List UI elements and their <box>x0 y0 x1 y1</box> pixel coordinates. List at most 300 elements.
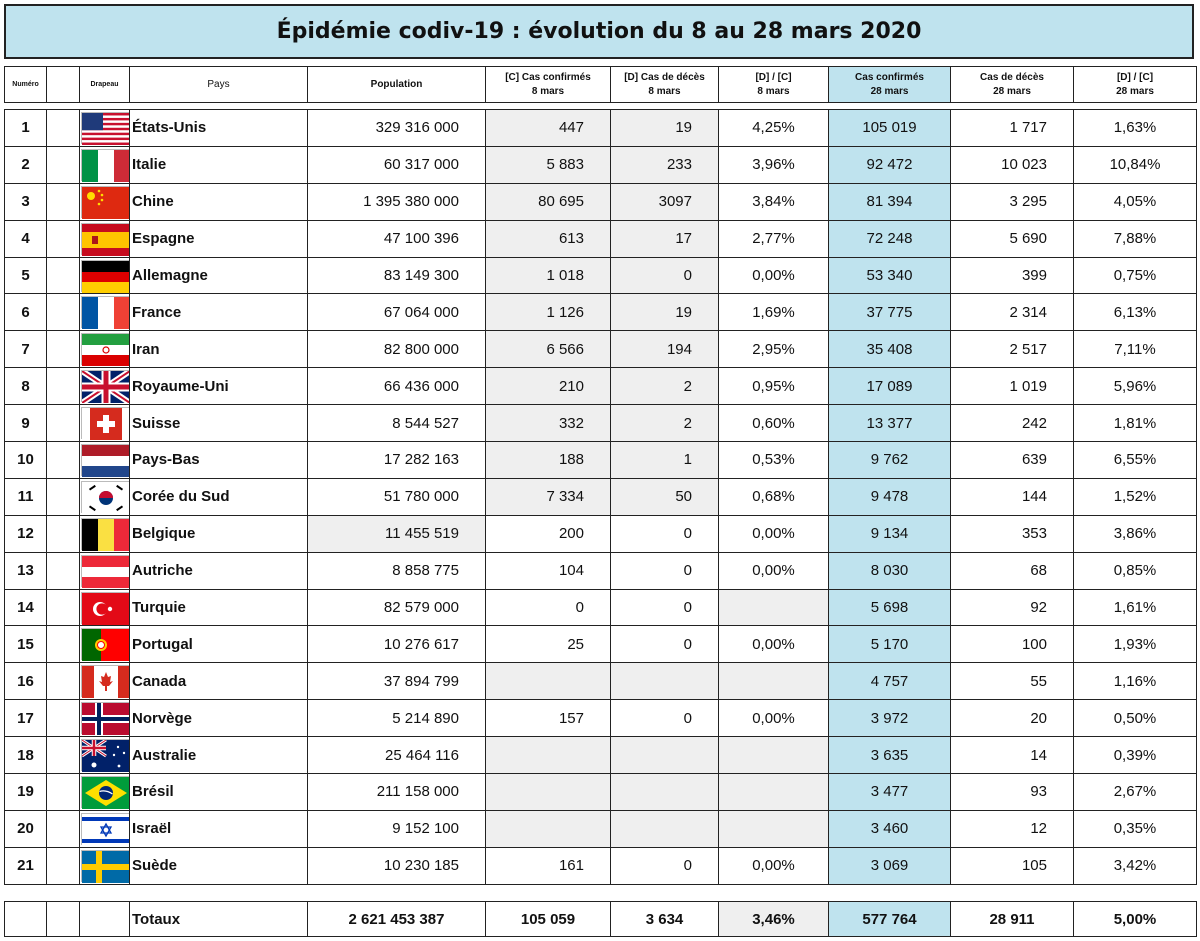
row-empty <box>47 515 80 552</box>
confirmed-8-value: 0 <box>486 589 611 626</box>
table-row <box>5 368 1197 405</box>
flag-cell <box>80 700 130 737</box>
confirmed-28-value: 53 340 <box>829 257 951 294</box>
deaths-28-value: 55 <box>951 663 1074 700</box>
ratio-28-value: 0,50% <box>1074 700 1197 737</box>
header-drapeau: Drapeau <box>80 67 130 103</box>
ratio-28-value: 3,86% <box>1074 515 1197 552</box>
confirmed-8-value: 200 <box>486 515 611 552</box>
header-population: Population <box>308 67 486 103</box>
deaths-28-value: 144 <box>951 478 1074 515</box>
ratio-28-value: 1,52% <box>1074 478 1197 515</box>
header-pays: Pays <box>130 67 308 103</box>
australia-flag <box>81 739 129 771</box>
header-deaths-8: [D] Cas de décès 8 mars <box>611 67 719 103</box>
norway-flag <box>81 702 129 734</box>
ratio-28-value: 3,42% <box>1074 847 1197 884</box>
row-empty <box>47 110 80 147</box>
flag-cell <box>80 589 130 626</box>
ratio-28-value: 1,93% <box>1074 626 1197 663</box>
flag-cell <box>80 515 130 552</box>
header-ratio-8: [D] / [C] 8 mars <box>719 67 829 103</box>
population-value: 1 395 380 000 <box>308 183 486 220</box>
table-row <box>5 626 1197 663</box>
row-empty <box>47 257 80 294</box>
table-row <box>5 478 1197 515</box>
flag-cell <box>80 810 130 847</box>
brazil-flag <box>81 776 129 808</box>
country-name: Suisse <box>130 405 308 442</box>
row-number: 5 <box>5 257 47 294</box>
row-number: 8 <box>5 368 47 405</box>
country-name: Portugal <box>130 626 308 663</box>
table-row <box>5 663 1197 700</box>
row-number: 3 <box>5 183 47 220</box>
row-empty <box>47 626 80 663</box>
country-name: États-Unis <box>130 110 308 147</box>
deaths-28-value: 1 717 <box>951 110 1074 147</box>
row-empty <box>47 405 80 442</box>
deaths-28-value: 92 <box>951 589 1074 626</box>
canada-flag <box>81 665 129 697</box>
country-name: Canada <box>130 663 308 700</box>
row-number: 11 <box>5 478 47 515</box>
south-korea-flag <box>81 481 129 513</box>
row-empty <box>47 442 80 479</box>
totals-deaths-28: 28 911 <box>951 902 1074 937</box>
flag-cell <box>80 405 130 442</box>
table-row <box>5 331 1197 368</box>
deaths-8-value: 0 <box>611 700 719 737</box>
row-empty <box>47 589 80 626</box>
confirmed-28-value: 8 030 <box>829 552 951 589</box>
row-empty <box>47 810 80 847</box>
table-row <box>5 515 1197 552</box>
flag-cell <box>80 847 130 884</box>
table-row <box>5 183 1197 220</box>
totals-population: 2 621 453 387 <box>308 902 486 937</box>
population-value: 51 780 000 <box>308 478 486 515</box>
deaths-28-value: 20 <box>951 700 1074 737</box>
deaths-8-value: 0 <box>611 257 719 294</box>
ratio-8-value: 4,25% <box>719 110 829 147</box>
confirmed-8-value: 7 334 <box>486 478 611 515</box>
spain-flag <box>81 223 129 255</box>
country-table <box>4 109 1197 885</box>
flag-cell <box>80 294 130 331</box>
flag-cell <box>80 442 130 479</box>
ratio-8-value: 0,00% <box>719 700 829 737</box>
confirmed-28-value: 37 775 <box>829 294 951 331</box>
china-flag <box>81 186 129 218</box>
deaths-8-value: 0 <box>611 515 719 552</box>
population-value: 82 579 000 <box>308 589 486 626</box>
flag-cell <box>80 257 130 294</box>
confirmed-8-value <box>486 774 611 811</box>
confirmed-8-value: 210 <box>486 368 611 405</box>
ratio-28-value: 1,61% <box>1074 589 1197 626</box>
totals-label: Totaux <box>130 902 308 937</box>
row-number: 13 <box>5 552 47 589</box>
deaths-28-value: 399 <box>951 257 1074 294</box>
row-number: 17 <box>5 700 47 737</box>
row-empty <box>47 294 80 331</box>
deaths-28-value: 93 <box>951 774 1074 811</box>
sweden-flag <box>81 850 129 882</box>
country-name: Chine <box>130 183 308 220</box>
table-row <box>5 294 1197 331</box>
row-number: 14 <box>5 589 47 626</box>
deaths-8-value: 3097 <box>611 183 719 220</box>
population-value: 83 149 300 <box>308 257 486 294</box>
ratio-28-value: 5,96% <box>1074 368 1197 405</box>
belgium-flag <box>81 518 129 550</box>
totals-empty <box>47 902 80 937</box>
row-empty <box>47 700 80 737</box>
totals-ratio-8: 3,46% <box>719 902 829 937</box>
totals-empty <box>5 902 47 937</box>
ratio-28-value: 0,39% <box>1074 737 1197 774</box>
confirmed-8-value: 161 <box>486 847 611 884</box>
ratio-8-value <box>719 663 829 700</box>
deaths-8-value: 0 <box>611 589 719 626</box>
table-row <box>5 146 1197 183</box>
confirmed-8-value <box>486 810 611 847</box>
confirmed-8-value <box>486 663 611 700</box>
header-ratio-28: [D] / [C] 28 mars <box>1074 67 1197 103</box>
deaths-28-value: 10 023 <box>951 146 1074 183</box>
row-number: 9 <box>5 405 47 442</box>
population-value: 82 800 000 <box>308 331 486 368</box>
table-row <box>5 589 1197 626</box>
confirmed-28-value: 3 635 <box>829 737 951 774</box>
confirmed-8-value: 447 <box>486 110 611 147</box>
totals-ratio-28: 5,00% <box>1074 902 1197 937</box>
totals-table <box>4 901 1197 937</box>
population-value: 10 276 617 <box>308 626 486 663</box>
confirmed-28-value: 9 762 <box>829 442 951 479</box>
table-row <box>5 737 1197 774</box>
row-empty <box>47 146 80 183</box>
confirmed-28-value: 92 472 <box>829 146 951 183</box>
row-number: 7 <box>5 331 47 368</box>
austria-flag <box>81 555 129 587</box>
flag-cell <box>80 183 130 220</box>
us-flag <box>81 112 129 144</box>
flag-cell <box>80 331 130 368</box>
ratio-8-value: 1,69% <box>719 294 829 331</box>
ratio-28-value: 7,88% <box>1074 220 1197 257</box>
country-name: Australie <box>130 737 308 774</box>
turkey-flag <box>81 592 129 624</box>
deaths-8-value <box>611 663 719 700</box>
header-deaths-28: Cas de décès 28 mars <box>951 67 1074 103</box>
row-empty <box>47 552 80 589</box>
deaths-8-value: 233 <box>611 146 719 183</box>
row-number: 2 <box>5 146 47 183</box>
deaths-8-value: 2 <box>611 405 719 442</box>
table-row <box>5 552 1197 589</box>
confirmed-28-value: 81 394 <box>829 183 951 220</box>
confirmed-28-value: 3 477 <box>829 774 951 811</box>
deaths-28-value: 2 314 <box>951 294 1074 331</box>
confirmed-28-value: 4 757 <box>829 663 951 700</box>
deaths-8-value <box>611 810 719 847</box>
confirmed-28-value: 3 460 <box>829 810 951 847</box>
ratio-8-value: 0,95% <box>719 368 829 405</box>
totals-deaths-8: 3 634 <box>611 902 719 937</box>
ratio-28-value: 0,85% <box>1074 552 1197 589</box>
confirmed-28-value: 13 377 <box>829 405 951 442</box>
country-name: Suède <box>130 847 308 884</box>
population-value: 25 464 116 <box>308 737 486 774</box>
deaths-8-value: 0 <box>611 847 719 884</box>
country-name: Autriche <box>130 552 308 589</box>
ratio-8-value: 0,53% <box>719 442 829 479</box>
confirmed-28-value: 3 069 <box>829 847 951 884</box>
deaths-28-value: 2 517 <box>951 331 1074 368</box>
ratio-28-value: 6,13% <box>1074 294 1197 331</box>
population-value: 211 158 000 <box>308 774 486 811</box>
row-number: 10 <box>5 442 47 479</box>
table-row <box>5 257 1197 294</box>
portugal-flag <box>81 628 129 660</box>
confirmed-28-value: 105 019 <box>829 110 951 147</box>
table-row <box>5 810 1197 847</box>
population-value: 11 455 519 <box>308 515 486 552</box>
population-value: 37 894 799 <box>308 663 486 700</box>
country-name: Brésil <box>130 774 308 811</box>
deaths-8-value: 50 <box>611 478 719 515</box>
confirmed-28-value: 3 972 <box>829 700 951 737</box>
italy-flag <box>81 149 129 181</box>
country-name: France <box>130 294 308 331</box>
ratio-8-value <box>719 810 829 847</box>
deaths-8-value: 0 <box>611 626 719 663</box>
deaths-8-value: 17 <box>611 220 719 257</box>
country-name: Royaume-Uni <box>130 368 308 405</box>
confirmed-8-value: 332 <box>486 405 611 442</box>
row-number: 19 <box>5 774 47 811</box>
row-empty <box>47 220 80 257</box>
row-number: 18 <box>5 737 47 774</box>
deaths-28-value: 639 <box>951 442 1074 479</box>
confirmed-28-value: 9 478 <box>829 478 951 515</box>
ratio-8-value <box>719 589 829 626</box>
row-empty <box>47 847 80 884</box>
row-empty <box>47 663 80 700</box>
ratio-8-value: 2,77% <box>719 220 829 257</box>
confirmed-8-value: 613 <box>486 220 611 257</box>
ratio-8-value: 0,00% <box>719 257 829 294</box>
deaths-8-value <box>611 737 719 774</box>
confirmed-8-value: 1 126 <box>486 294 611 331</box>
confirmed-8-value <box>486 737 611 774</box>
country-name: Allemagne <box>130 257 308 294</box>
ratio-8-value: 0,60% <box>719 405 829 442</box>
population-value: 329 316 000 <box>308 110 486 147</box>
ratio-8-value: 0,00% <box>719 626 829 663</box>
row-number: 4 <box>5 220 47 257</box>
confirmed-28-value: 5 170 <box>829 626 951 663</box>
deaths-28-value: 5 690 <box>951 220 1074 257</box>
deaths-28-value: 3 295 <box>951 183 1074 220</box>
iran-flag <box>81 333 129 365</box>
flag-cell <box>80 663 130 700</box>
deaths-28-value: 353 <box>951 515 1074 552</box>
totals-confirmed-8: 105 059 <box>486 902 611 937</box>
country-name: Turquie <box>130 589 308 626</box>
flag-cell <box>80 737 130 774</box>
row-empty <box>47 331 80 368</box>
population-value: 66 436 000 <box>308 368 486 405</box>
row-number: 6 <box>5 294 47 331</box>
confirmed-8-value: 6 566 <box>486 331 611 368</box>
table-header <box>4 66 1197 103</box>
deaths-28-value: 1 019 <box>951 368 1074 405</box>
population-value: 17 282 163 <box>308 442 486 479</box>
ratio-8-value <box>719 737 829 774</box>
ratio-28-value: 0,75% <box>1074 257 1197 294</box>
row-empty <box>47 368 80 405</box>
population-value: 8 858 775 <box>308 552 486 589</box>
ratio-8-value: 2,95% <box>719 331 829 368</box>
deaths-28-value: 105 <box>951 847 1074 884</box>
ratio-8-value: 3,96% <box>719 146 829 183</box>
deaths-28-value: 12 <box>951 810 1074 847</box>
population-value: 10 230 185 <box>308 847 486 884</box>
population-value: 8 544 527 <box>308 405 486 442</box>
israel-flag <box>81 813 129 845</box>
table-row <box>5 700 1197 737</box>
header-confirmed-8: [C] Cas confirmés 8 mars <box>486 67 611 103</box>
country-name: Israël <box>130 810 308 847</box>
country-name: Pays-Bas <box>130 442 308 479</box>
country-name: Iran <box>130 331 308 368</box>
confirmed-28-value: 17 089 <box>829 368 951 405</box>
totals-confirmed-28: 577 764 <box>829 902 951 937</box>
row-number: 1 <box>5 110 47 147</box>
row-number: 15 <box>5 626 47 663</box>
totals-row <box>5 902 1197 937</box>
flag-cell <box>80 368 130 405</box>
confirmed-8-value: 5 883 <box>486 146 611 183</box>
switzerland-flag <box>81 407 129 439</box>
country-name: Espagne <box>130 220 308 257</box>
header-empty <box>47 67 80 103</box>
header-numero: Numéro <box>5 67 47 103</box>
population-value: 5 214 890 <box>308 700 486 737</box>
confirmed-8-value: 188 <box>486 442 611 479</box>
deaths-28-value: 242 <box>951 405 1074 442</box>
confirmed-28-value: 35 408 <box>829 331 951 368</box>
ratio-8-value: 3,84% <box>719 183 829 220</box>
ratio-8-value: 0,68% <box>719 478 829 515</box>
confirmed-8-value: 104 <box>486 552 611 589</box>
population-value: 47 100 396 <box>308 220 486 257</box>
deaths-8-value: 1 <box>611 442 719 479</box>
ratio-28-value: 2,67% <box>1074 774 1197 811</box>
uk-flag <box>81 370 129 402</box>
ratio-8-value: 0,00% <box>719 515 829 552</box>
flag-cell <box>80 220 130 257</box>
row-number: 21 <box>5 847 47 884</box>
ratio-8-value <box>719 774 829 811</box>
table-row <box>5 405 1197 442</box>
country-name: Corée du Sud <box>130 478 308 515</box>
population-value: 67 064 000 <box>308 294 486 331</box>
netherlands-flag <box>81 444 129 476</box>
ratio-28-value: 10,84% <box>1074 146 1197 183</box>
ratio-8-value: 0,00% <box>719 552 829 589</box>
ratio-28-value: 1,63% <box>1074 110 1197 147</box>
row-empty <box>47 774 80 811</box>
table-row <box>5 774 1197 811</box>
deaths-28-value: 100 <box>951 626 1074 663</box>
confirmed-8-value: 80 695 <box>486 183 611 220</box>
confirmed-28-value: 5 698 <box>829 589 951 626</box>
row-number: 12 <box>5 515 47 552</box>
flag-cell <box>80 478 130 515</box>
deaths-8-value: 19 <box>611 294 719 331</box>
deaths-28-value: 68 <box>951 552 1074 589</box>
flag-cell <box>80 552 130 589</box>
population-value: 60 317 000 <box>308 146 486 183</box>
deaths-28-value: 14 <box>951 737 1074 774</box>
flag-cell <box>80 626 130 663</box>
deaths-8-value: 0 <box>611 552 719 589</box>
population-value: 9 152 100 <box>308 810 486 847</box>
row-empty <box>47 737 80 774</box>
row-empty <box>47 183 80 220</box>
row-number: 20 <box>5 810 47 847</box>
flag-cell <box>80 146 130 183</box>
confirmed-8-value: 157 <box>486 700 611 737</box>
country-name: Norvège <box>130 700 308 737</box>
deaths-8-value: 194 <box>611 331 719 368</box>
ratio-28-value: 7,11% <box>1074 331 1197 368</box>
totals-empty <box>80 902 130 937</box>
confirmed-28-value: 9 134 <box>829 515 951 552</box>
ratio-8-value: 0,00% <box>719 847 829 884</box>
row-empty <box>47 478 80 515</box>
row-number: 16 <box>5 663 47 700</box>
table-row <box>5 220 1197 257</box>
confirmed-8-value: 1 018 <box>486 257 611 294</box>
deaths-8-value: 19 <box>611 110 719 147</box>
ratio-28-value: 6,55% <box>1074 442 1197 479</box>
ratio-28-value: 4,05% <box>1074 183 1197 220</box>
table-row <box>5 110 1197 147</box>
ratio-28-value: 1,16% <box>1074 663 1197 700</box>
page-title: Épidémie codiv-19 : évolution du 8 au 28 mars 2020 <box>4 4 1194 59</box>
confirmed-28-value: 72 248 <box>829 220 951 257</box>
germany-flag <box>81 260 129 292</box>
deaths-8-value: 2 <box>611 368 719 405</box>
header-confirmed-28: Cas confirmés 28 mars <box>829 67 951 103</box>
country-name: Belgique <box>130 515 308 552</box>
confirmed-8-value: 25 <box>486 626 611 663</box>
flag-cell <box>80 774 130 811</box>
table-row <box>5 847 1197 884</box>
ratio-28-value: 1,81% <box>1074 405 1197 442</box>
deaths-8-value <box>611 774 719 811</box>
flag-cell <box>80 110 130 147</box>
ratio-28-value: 0,35% <box>1074 810 1197 847</box>
table-row <box>5 442 1197 479</box>
france-flag <box>81 296 129 328</box>
country-name: Italie <box>130 146 308 183</box>
